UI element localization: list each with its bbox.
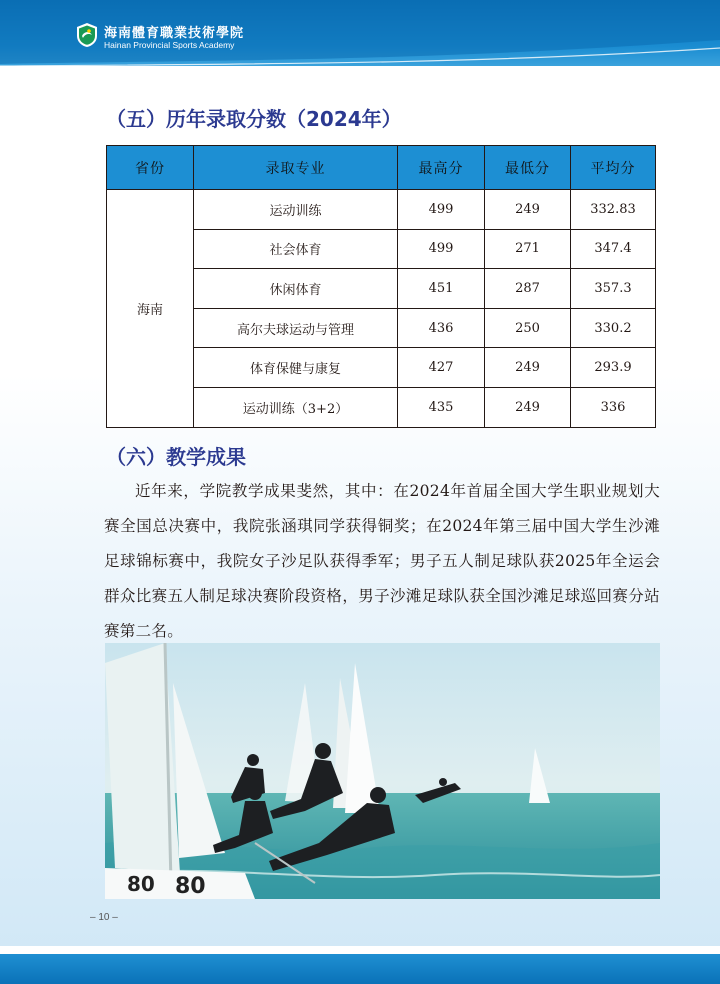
table-header-row	[107, 146, 656, 190]
max-score-cell: 451	[398, 269, 485, 309]
min-score-cell: 250	[485, 308, 571, 348]
major-cell: 高尔夫球运动与管理	[194, 308, 398, 348]
header-avg-score: 平均分	[571, 146, 656, 190]
achievements-paragraph	[104, 474, 660, 649]
max-score-cell: 499	[398, 229, 485, 269]
admission-scores-table	[106, 145, 656, 428]
header-min-score: 最低分	[485, 146, 571, 190]
major-cell: 运动训练	[194, 190, 398, 230]
max-score-cell: 427	[398, 348, 485, 388]
footer-stripe	[0, 946, 720, 954]
section-title-admission-scores: （五）历年录取分数（2024年）	[106, 107, 402, 131]
major-cell: 体育保健与康复	[194, 348, 398, 388]
header-major: 录取专业	[194, 146, 398, 190]
avg-score-cell: 330.2	[571, 308, 656, 348]
major-cell: 运动训练（3+2）	[194, 387, 398, 427]
page-number: – 10 –	[90, 912, 118, 923]
sailing-race-photo	[105, 643, 660, 899]
avg-score-cell: 357.3	[571, 269, 656, 309]
achievements-text: 近年来，学院教学成果斐然，其中：在2024年首届全国大学生职业规划大赛全国总决赛中，我院张涵琪同学获得铜奖；在2024年第三届中国大学生沙滩足球锦标赛中，我院女子沙足队获得季军；男子五人制足球队获2025年全运会群众比赛五人制足球决赛阶段资格，男子沙滩足球队获全国沙滩足球巡回赛分站赛第二名。	[104, 482, 660, 640]
major-cell: 社会体育	[194, 229, 398, 269]
school-logo-icon	[76, 22, 98, 48]
province-cell: 海南	[107, 190, 194, 428]
max-score-cell: 499	[398, 190, 485, 230]
section-title-teaching-achievements: （六）教学成果	[106, 445, 246, 469]
avg-score-cell: 332.83	[571, 190, 656, 230]
sail-number-1: 80	[127, 872, 155, 896]
header-max-score: 最高分	[398, 146, 485, 190]
school-name-english: Hainan Provincial Sports Academy	[104, 40, 235, 50]
school-name-chinese: 海南體育職業技術學院	[104, 26, 245, 41]
min-score-cell: 249	[485, 387, 571, 427]
sail-number-2: 80	[175, 874, 206, 899]
max-score-cell: 435	[398, 387, 485, 427]
major-cell: 休闲体育	[194, 269, 398, 309]
min-score-cell: 271	[485, 229, 571, 269]
min-score-cell: 249	[485, 190, 571, 230]
header-province: 省份	[107, 146, 194, 190]
footer-band	[0, 954, 720, 984]
table-row	[107, 190, 656, 230]
max-score-cell: 436	[398, 308, 485, 348]
avg-score-cell: 336	[571, 387, 656, 427]
avg-score-cell: 293.9	[571, 348, 656, 388]
min-score-cell: 287	[485, 269, 571, 309]
avg-score-cell: 347.4	[571, 229, 656, 269]
min-score-cell: 249	[485, 348, 571, 388]
